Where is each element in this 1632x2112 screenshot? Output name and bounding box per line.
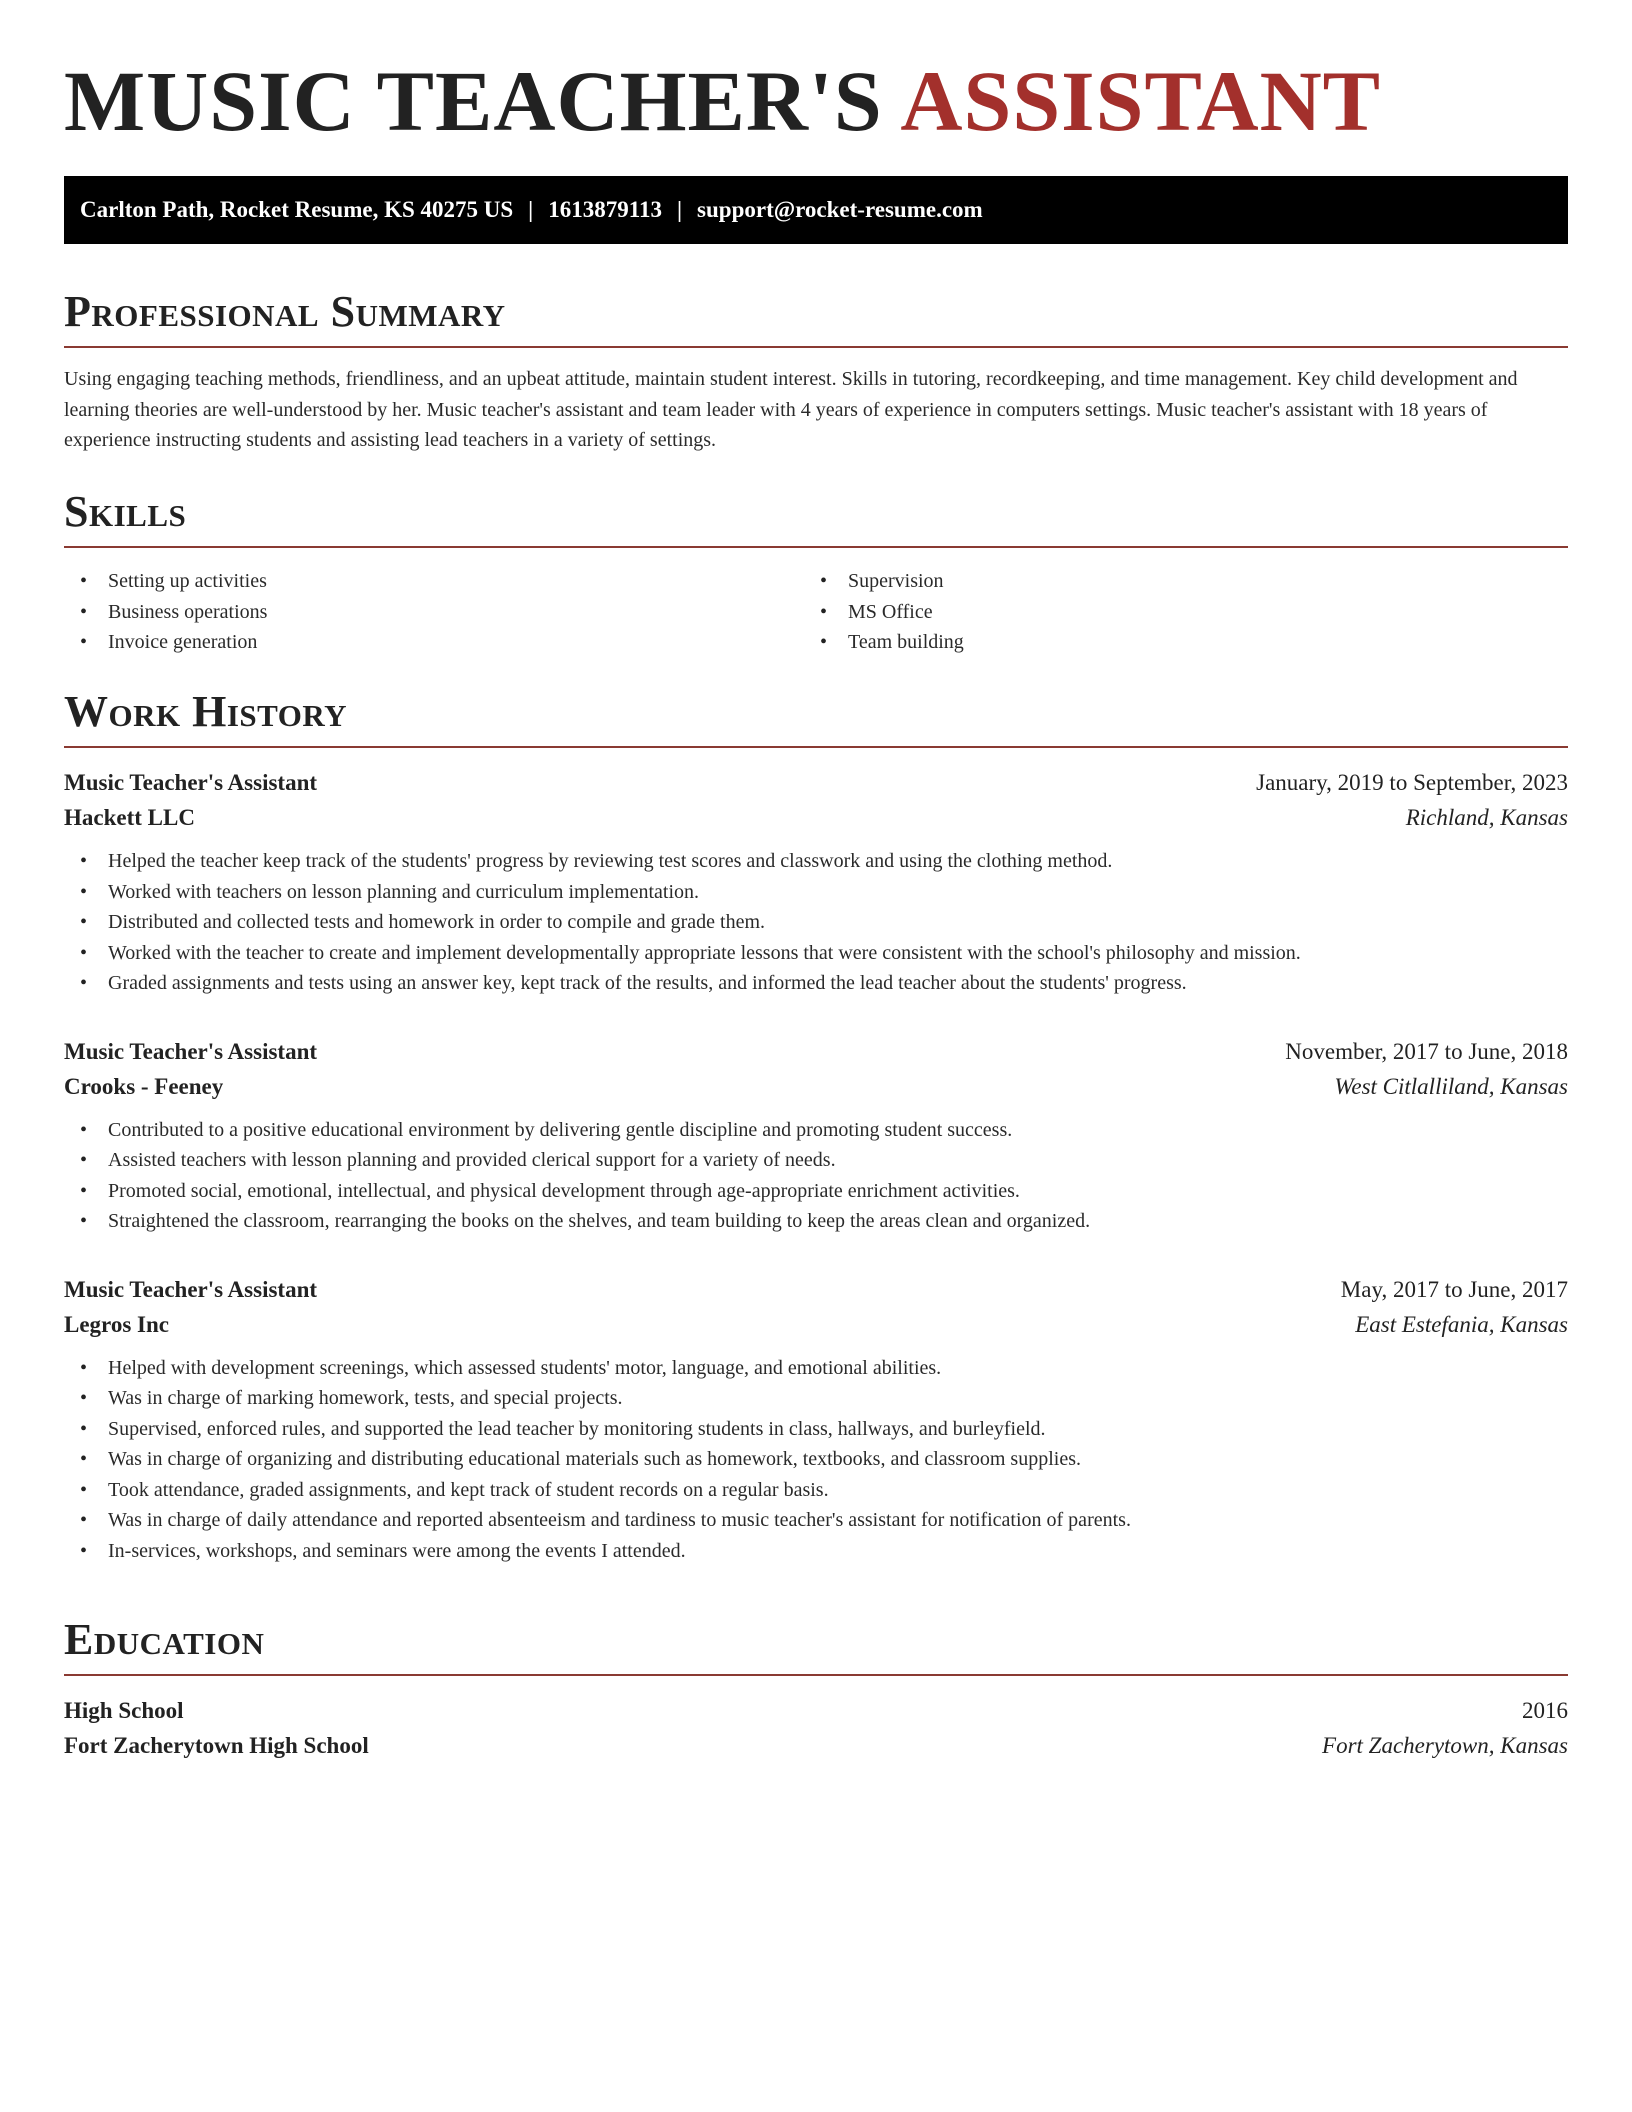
job-entry [64, 1273, 1568, 1567]
title-accent: ASSISTANT [900, 53, 1382, 149]
skills-list-right [804, 566, 1544, 658]
contact-bar [64, 176, 1568, 244]
job-bullet: • Was in charge of organizing and distributing educational materials such as homework, textbooks, and classroom supplies. [64, 1444, 1568, 1475]
job-entry [64, 1035, 1568, 1237]
contact-separator: | [528, 197, 534, 222]
job-bullet: • Worked with teachers on lesson planning and curriculum implementation. [64, 877, 1568, 908]
job-employer: Crooks - Feeney [64, 1073, 224, 1099]
education-entry [64, 1694, 1568, 1764]
job-location: Richland, Kansas [1405, 805, 1568, 830]
skills-list-left [64, 566, 804, 658]
job-bullets [64, 1115, 1568, 1237]
job-bullet: • Was in charge of daily attendance and reported absenteeism and tardiness to music teacher's assistant for notification of parents. [64, 1505, 1568, 1536]
job-title: Music Teacher's Assistant [64, 1038, 318, 1064]
contact-email: support@rocket-resume.com [697, 197, 983, 222]
job-bullet: • Helped with development screenings, which assessed students' motor, language, and emotional abilities. [64, 1353, 1568, 1384]
job-employer: Legros Inc [64, 1311, 169, 1337]
contact-address: Carlton Path, Rocket Resume, KS 40275 US [80, 197, 514, 222]
job-dates: January, 2019 to September, 2023 [1256, 770, 1568, 795]
job-bullet: • Graded assignments and tests using an answer key, kept track of the results, and informed the lead teacher about the students' progress. [64, 968, 1568, 999]
education-school: Fort Zacherytown High School [64, 1733, 369, 1758]
job-location: West Citlalliland, Kansas [1334, 1073, 1568, 1099]
job-bullet: • Distributed and collected tests and homework in order to compile and grade them. [64, 907, 1568, 938]
job-entry [64, 766, 1568, 999]
skills-columns [64, 566, 1568, 658]
job-bullet: • Promoted social, emotional, intellectual, and physical development through age-appropriate enrichment activities. [64, 1176, 1568, 1207]
job-bullet: • Helped the teacher keep track of the students' progress by reviewing test scores and classwork and using the clothing method. [64, 846, 1568, 877]
job-bullets [64, 846, 1568, 999]
job-bullet: • Contributed to a positive educational environment by delivering gentle discipline and promoting student success. [64, 1115, 1568, 1146]
job-dates: November, 2017 to June, 2018 [1285, 1038, 1568, 1064]
job-location: East Estefania, Kansas [1355, 1311, 1568, 1337]
education-heading: Education [64, 1616, 1568, 1676]
skill-item: • Team building [804, 627, 1544, 658]
summary-text: Using engaging teaching methods, friendliness, and an upbeat attitude, maintain student interest. Skills in tutoring, recordkeeping, and time management. Key child development and learning theories are well-understood by her. Music teacher's assistant and team leader with 4 years of experience in computers settings. Music teacher's assistant with 18 years of experience instructing students and assisting lead teachers in a variety of settings. [64, 368, 1518, 451]
skill-item: • Supervision [804, 566, 1544, 597]
contact-separator: | [676, 197, 683, 222]
skill-item: • Setting up activities [64, 566, 804, 597]
job-bullet: • Took attendance, graded assignments, and kept track of student records on a regular basis. [64, 1475, 1568, 1506]
contact-phone: 1613879113 [548, 197, 662, 222]
job-title: Music Teacher's Assistant [64, 770, 318, 795]
title-main: MUSIC TEACHER'S [64, 53, 883, 149]
job-title: Music Teacher's Assistant [64, 1276, 318, 1302]
work-history-section [64, 688, 1568, 1566]
job-employer: Hackett LLC [64, 805, 195, 830]
skill-item: • Business operations [64, 597, 804, 628]
education-section [64, 1616, 1568, 1764]
job-bullet: • Worked with the teacher to create and implement developmentally appropriate lessons that were consistent with the school's philosophy and mission. [64, 938, 1568, 969]
skill-item: • MS Office [804, 597, 1544, 628]
job-bullet: • Was in charge of marking homework, tests, and special projects. [64, 1383, 1568, 1414]
job-dates: May, 2017 to June, 2017 [1340, 1276, 1568, 1302]
education-location: Fort Zacherytown, Kansas [1322, 1733, 1568, 1758]
job-bullet: • Supervised, enforced rules, and supported the lead teacher by monitoring students in class, hallways, and burleyfield. [64, 1414, 1568, 1445]
work-history-heading: Work History [64, 688, 1568, 748]
education-degree: High School [64, 1698, 184, 1723]
skills-section [64, 488, 1568, 658]
skills-heading: Skills [64, 488, 1568, 548]
skill-item: • Invoice generation [64, 627, 804, 658]
job-bullet: • In-services, workshops, and seminars were among the events I attended. [64, 1536, 1568, 1567]
summary-section [64, 288, 1568, 456]
job-bullet: • Assisted teachers with lesson planning and provided clerical support for a variety of needs. [64, 1145, 1568, 1176]
education-year: 2016 [1522, 1698, 1568, 1723]
resume-title [64, 50, 1381, 153]
summary-heading: Professional Summary [64, 288, 1568, 348]
job-bullet: • Straightened the classroom, rearranging the books on the shelves, and team building to keep the areas clean and organized. [64, 1206, 1568, 1237]
job-bullets [64, 1353, 1568, 1567]
